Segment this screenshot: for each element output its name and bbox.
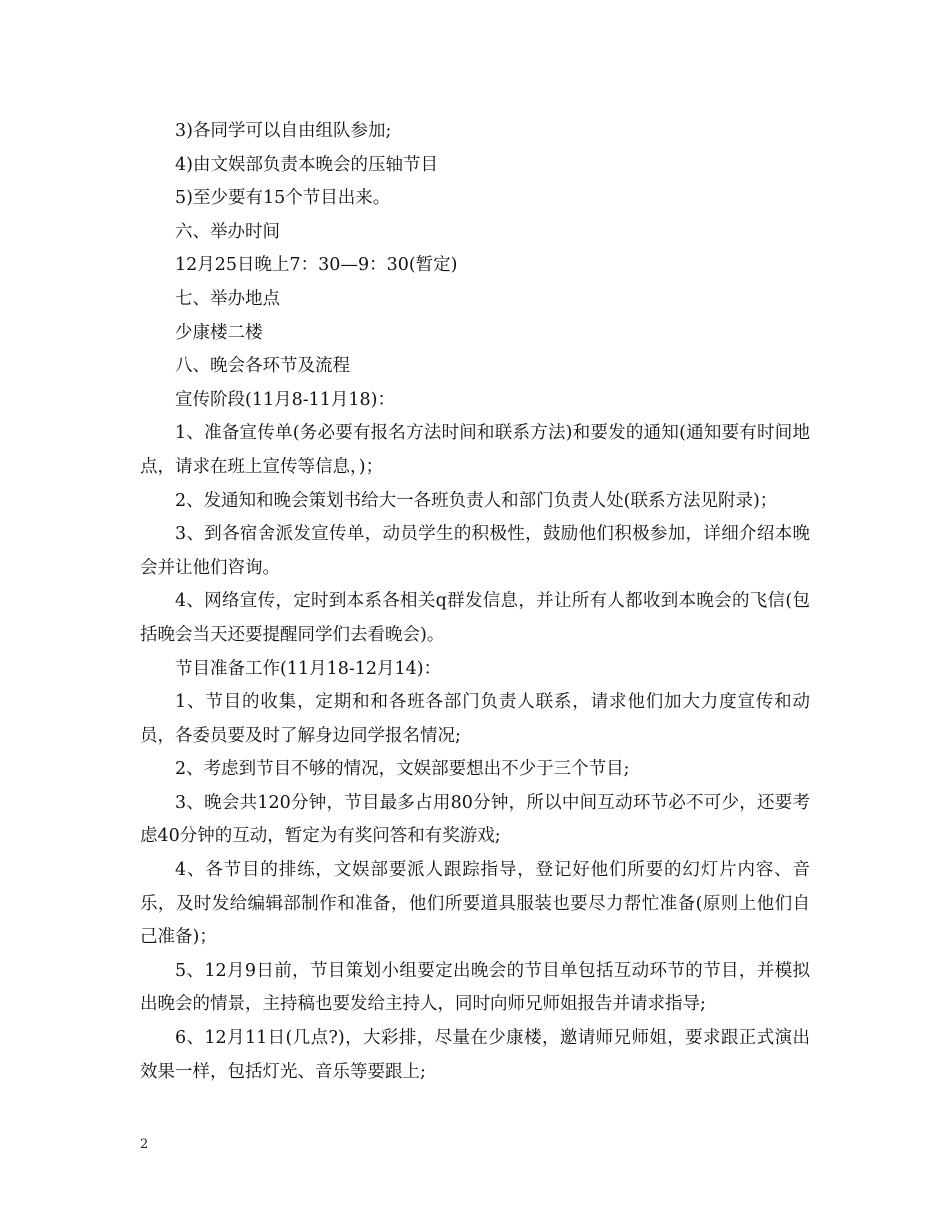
paragraph-item-4: 4)由文娱部负责本晚会的压轴节目 <box>175 154 438 175</box>
paragraph-item-3: 3)各同学可以自由组队参加; <box>175 121 392 141</box>
page-number: 2 <box>140 1137 149 1152</box>
event-location: 少康楼二楼 <box>175 322 263 343</box>
subheading-program-prep: 节目准备工作(11月18-12月14)： <box>175 658 442 679</box>
document-body <box>140 115 810 1089</box>
section-heading-process: 八、晚会各环节及流程 <box>175 356 350 377</box>
section-heading-time: 六、举办时间 <box>175 221 280 242</box>
publicity-step-1: 1、准备宣传单(务必要有报名方法时间和联系方法)和要发的通知(通知要有时间地点，请求在班上宣传等信息，)； <box>140 423 810 477</box>
program-step-3: 3、晚会共120分钟，节目最多占用80分钟，所以中间互动环节必不可少，还要考虑40分钟的互动，暂定为有奖问答和有奖游戏; <box>140 792 810 847</box>
paragraph-item-5: 5)至少要有15个节目出来。 <box>175 188 391 209</box>
subheading-publicity: 宣传阶段(11月8-11月18)： <box>175 389 396 410</box>
section-heading-location: 七、举办地点 <box>175 288 280 309</box>
publicity-step-2: 2、发通知和晚会策划书给大一各班负责人和部门负责人处(联系方法见附录)； <box>175 490 778 511</box>
event-time: 12月25日晚上7：30—9：30(暂定) <box>175 255 458 276</box>
program-step-2: 2、考虑到节目不够的情况，文娱部要想出不少于三个节目; <box>175 759 630 780</box>
publicity-step-3: 3、到各宿舍派发宣传单，动员学生的积极性，鼓励他们积极参加，详细介绍本晚会并让他们咨询。 <box>140 524 810 578</box>
program-step-5: 5、12月9日前，节目策划小组要定出晚会的节目单包括互动环节的节目，并模拟出晚会的情景，主持稿也要发给主持人，同时向师兄师姐报告并请求指导; <box>140 960 810 1015</box>
program-step-4: 4、各节目的排练，文娱部要派人跟踪指导，登记好他们所要的幻灯片内容、音乐，及时发给编辑部制作和准备，他们所要道具服装也要尽力帮忙准备(原则上他们自己准备)； <box>140 860 810 948</box>
publicity-step-4: 4、网络宣传，定时到本系各相关q群发信息，并让所有人都收到本晚会的飞信(包括晚会当天还要提醒同学们去看晚会)。 <box>140 591 810 645</box>
program-step-6: 6、12月11日(几点?)，大彩排，尽量在少康楼，邀请师兄师姐，要求跟正式演出效果一样，包括灯光、音乐等要跟上; <box>140 1028 810 1082</box>
program-step-1: 1、节目的收集，定期和和各班各部门负责人联系，请求他们加大力度宣传和动员，各委员要及时了解身边同学报名情况; <box>140 692 810 746</box>
